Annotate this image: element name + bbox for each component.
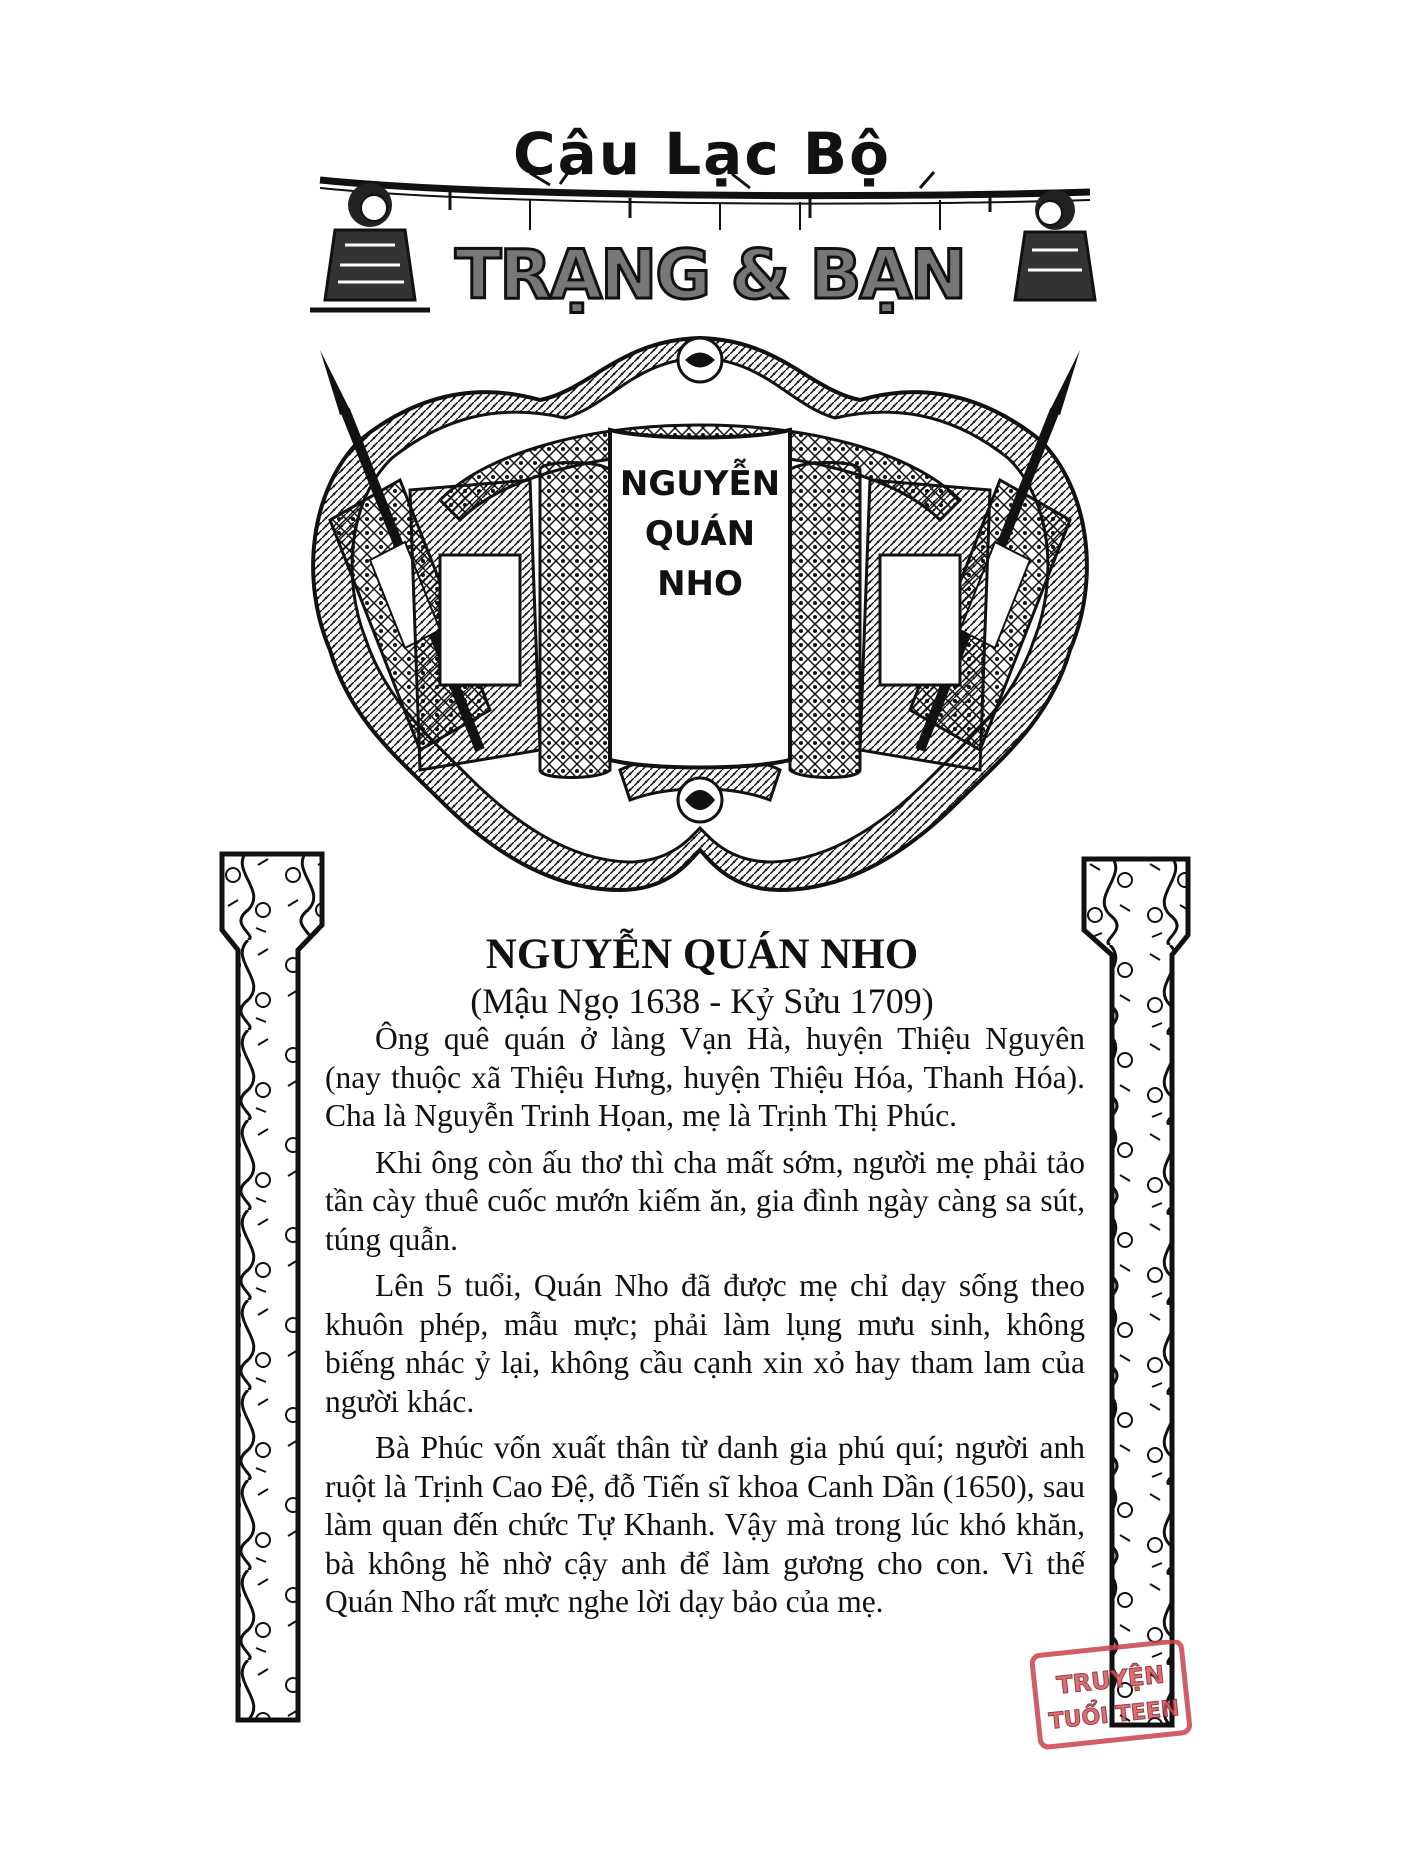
paragraph-3: Lên 5 tuổi, Quán Nho đã được mẹ chỉ dạy sống theo khuôn phép, mẫu mực; phải làm lụng mưu sinh, không biếng nhác ỷ lại, không cầu cạnh xin xỏ hay tham lam của người khác.	[325, 1268, 1085, 1419]
header-logo	[300, 170, 1120, 320]
bamboo-pole-icon	[320, 170, 1090, 218]
club-title: Câu Lạc Bộ	[513, 120, 891, 188]
scholar-left-icon	[310, 183, 430, 310]
paragraph-4: Bà Phúc vốn xuất thân từ danh gia phú quí; người anh ruột là Trịnh Cao Đệ, đỗ Tiến sĩ khoa Canh Dần (1650), sau làm quan đến chức Tự Khanh. Vậy mà trong lúc khó khăn, bà không hề nhờ cậy anh để làm gương cho con. Vì thế Quán Nho rất mực nghe lời dạy bảo của mẹ.	[325, 1430, 1085, 1619]
watermark-stamp	[1030, 1640, 1195, 1750]
scroll-left-panel	[410, 480, 540, 770]
scroll-right-panel	[860, 480, 990, 770]
emblem-name-line-1: NGUYỄN	[619, 464, 781, 504]
name-scroll	[610, 430, 790, 768]
paragraph-2: Khi ông còn ấu thơ thì cha mất sớm, người mẹ phải tảo tần cày thuê cuốc mướn kiếm ăn, gia đình ngày càng sa sút, túng quẫn.	[325, 1144, 1085, 1257]
emblem-name-line-3: NHO	[657, 564, 743, 604]
article-body	[325, 1020, 1085, 1630]
watermark-line-2: TUỔI TEEN	[1047, 1696, 1181, 1735]
article-subtitle: (Mậu Ngọ 1638 - Kỷ Sửu 1709)	[470, 981, 934, 1021]
scholar-right-icon	[1015, 190, 1095, 300]
logo-text: TRẠNG & BẠN	[454, 236, 966, 315]
watermark-line-1: TRUYỆN	[1055, 1660, 1166, 1700]
emblem-illustration	[290, 330, 1110, 920]
article-title: NGUYỄN QUÁN NHO	[485, 931, 919, 978]
emblem-name-line-2: QUÁN	[644, 514, 756, 554]
paragraph-1: Ông quê quán ở làng Vạn Hà, huyện Thiệu Nguyên (nay thuộc xã Thiệu Hưng, huyện Thiệu Hóa, Thanh Hóa). Cha là Nguyễn Trinh Họan, mẹ là Trịnh Thị Phúc.	[325, 1021, 1085, 1133]
